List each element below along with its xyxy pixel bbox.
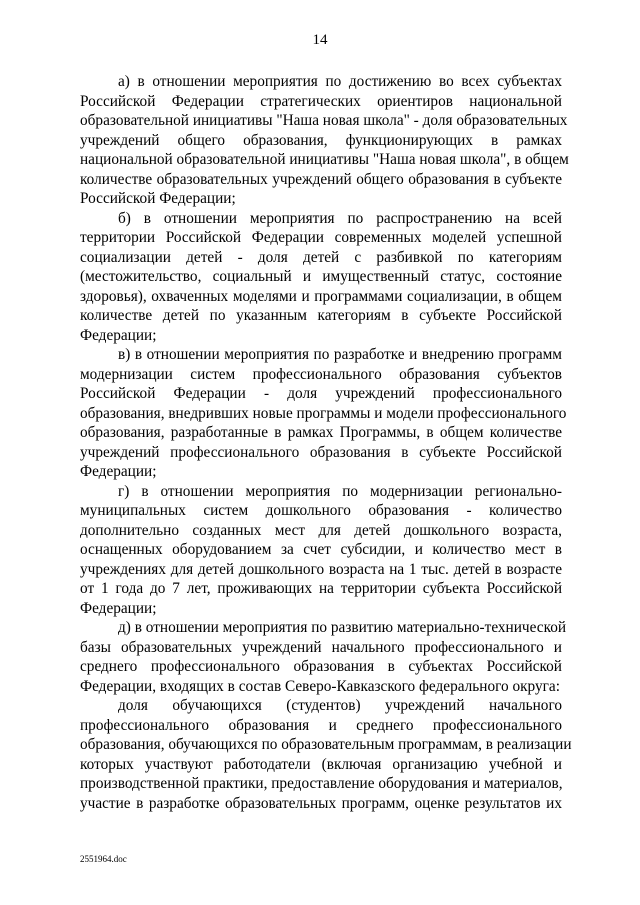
paragraph [80, 482, 562, 619]
text-line: количестве детей по указанным категориям в субъекте Российской [80, 307, 562, 324]
text-line: производственной практики, предоставление оборудования и материалов, [80, 775, 563, 792]
text-line: Федерации, входящих в состав Северо-Кавказского федерального округа: [80, 677, 560, 695]
text-line: от 1 года до 7 лет, проживающих на территории субъекта Российской [80, 580, 562, 597]
text-line: учреждениях для детей дошкольного возраста на 1 тыс. детей в возрасте [80, 560, 562, 578]
text-line: Федерации; [80, 463, 157, 480]
text-line: социализации детей - доля детей с разбивкой по категориям [80, 248, 562, 266]
text-line: учреждений общего образования, функционирующих в рамках [80, 131, 562, 149]
text-line: модернизации систем профессионального образования субъектов [80, 365, 562, 383]
file-name-footer: 2551964.doc [80, 854, 127, 864]
text-line: территории Российской Федерации современных моделей успешной [80, 229, 562, 246]
text-line: дополнительно созданных мест для детей дошкольного возраста, [80, 521, 562, 539]
text-line: участие в разработке образовательных программ, оценке результатов их [80, 794, 562, 812]
paragraph [80, 345, 567, 482]
text-line: б) в отношении мероприятия по распространению на всей [118, 209, 562, 227]
text-line: в) в отношении мероприятия по разработке и внедрению программ [118, 346, 562, 363]
text-line: здоровья), охваченных моделями и программами социализации, в общем [80, 287, 562, 305]
text-line: которых участвуют работодатели (включая организацию учебной и [80, 755, 562, 773]
text-line: образования, обучающихся по образовательным программам, в реализации [80, 736, 572, 753]
text-line: г) в отношении мероприятия по модернизации регионально- [118, 482, 562, 500]
text-line: профессионального образования и среднего профессионального [80, 716, 562, 734]
paragraph [80, 209, 562, 346]
text-line: оснащенных оборудованием за счет субсидии, и количество мест в [80, 541, 562, 558]
text-line: муниципальных систем дошкольного образования - количество [80, 502, 562, 519]
text-line: д) в отношении мероприятия по развитию материально-технической [118, 619, 567, 636]
text-line: образования, внедривших новые программы и модели профессионального [80, 404, 567, 422]
text-line: образовательной инициативы "Наша новая школа" - доля образовательных [80, 112, 568, 129]
text-line: Российской Федерации - доля учреждений профессионального [80, 385, 562, 402]
text-line: Российской Федерации; [80, 190, 236, 207]
text-line: образования, разработанные в рамках Программы, в общем количестве [80, 424, 562, 441]
text-line: доля обучающихся (студентов) учреждений начального [118, 697, 562, 714]
paragraph [80, 618, 567, 696]
text-line: Федерации; [80, 326, 157, 344]
text-line: национальной образовательной инициативы "Наша новая школа", в общем [80, 151, 569, 168]
page-number: 14 [312, 32, 328, 48]
paragraph [80, 696, 572, 813]
text-line: базы образовательных учреждений начального профессионального и [80, 638, 562, 656]
text-line: учреждений профессионального образования в субъекте Российской [80, 443, 562, 461]
text-line: а) в отношении мероприятия по достижению во всех субъектах [118, 73, 562, 90]
document-body [80, 72, 572, 813]
text-line: количестве образовательных учреждений общего образования в субъекте [80, 170, 562, 188]
text-line: Российской Федерации стратегических ориентиров национальной [80, 92, 562, 110]
text-line: среднего профессионального образования в субъектах Российской [80, 658, 562, 675]
paragraph [80, 72, 569, 209]
text-line: (местожительство, социальный и имущественный статус, состояние [80, 268, 562, 285]
text-line: Федерации; [80, 599, 157, 617]
